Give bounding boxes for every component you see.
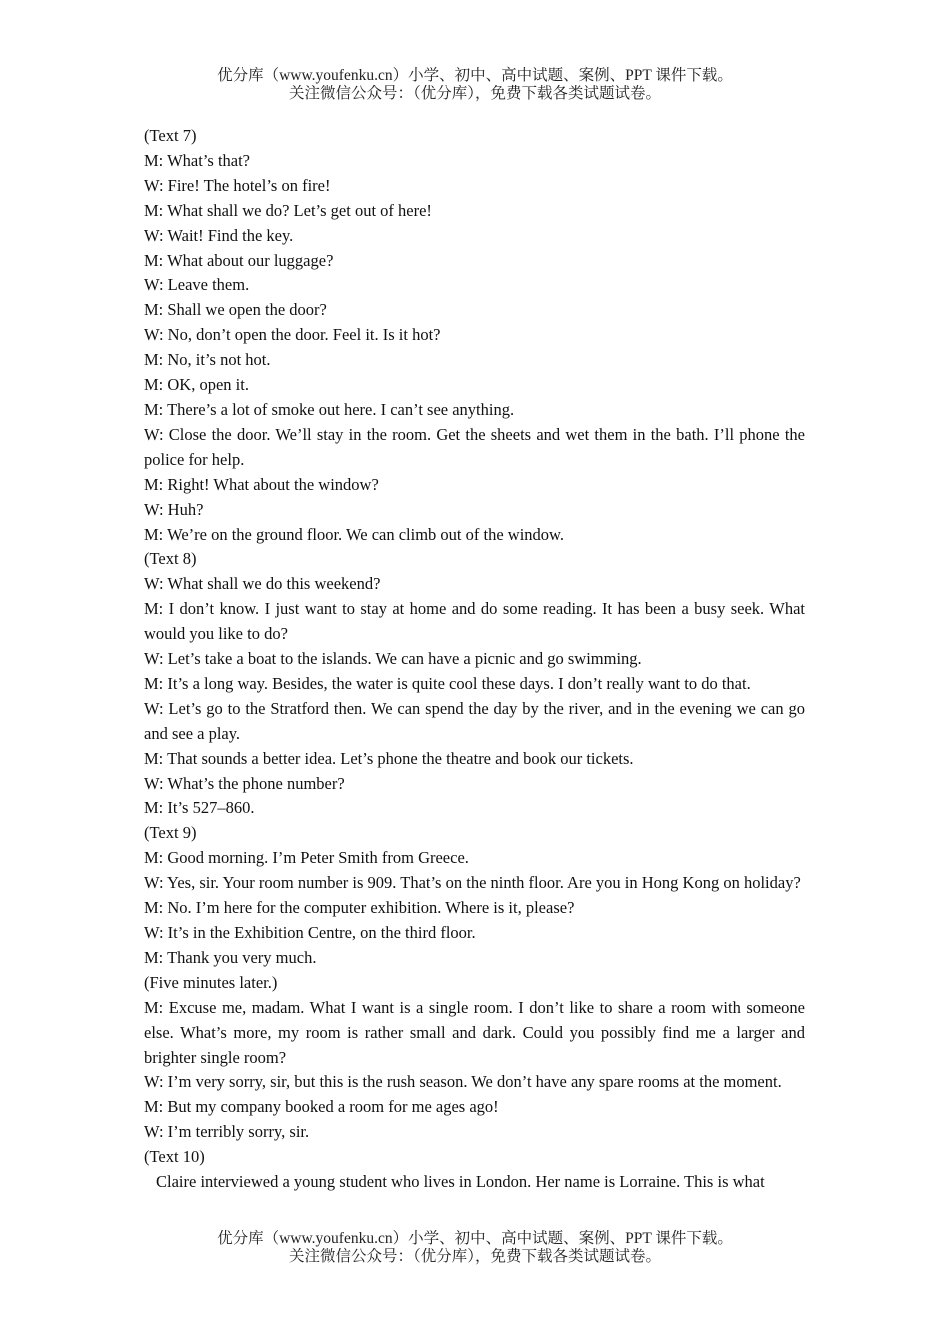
transcript-line: M: No, it’s not hot. bbox=[144, 350, 271, 370]
text10-intro-paragraph: Claire interviewed a young student who lives in London. Her name is Lorraine. This is what bbox=[156, 1172, 765, 1192]
footer-line-2: 关注微信公众号：（优分库），免费下载各类试题试卷。 bbox=[288, 1248, 661, 1265]
transcript-line: M: Good morning. I’m Peter Smith from Greece. bbox=[144, 848, 469, 868]
transcript-line: M: There’s a lot of smoke out here. I can’t see anything. bbox=[144, 399, 515, 419]
transcript-line: M: I don’t know. I just want to stay at home and do some reading. It has been a busy seek. What would you like to do? bbox=[144, 599, 805, 644]
transcript-line: M: It’s 527–860. bbox=[144, 798, 255, 818]
transcript-line: (Text 7) bbox=[144, 126, 197, 145]
header-line-2: 关注微信公众号：（优分库），免费下载各类试题试卷。 bbox=[288, 85, 661, 102]
transcript-line: W: I’m very sorry, sir, but this is the rush season. We don’t have any spare rooms at the moment. bbox=[144, 1072, 782, 1092]
transcript-line: W: What shall we do this weekend? bbox=[144, 574, 381, 594]
transcript-line: (Five minutes later.) bbox=[144, 972, 278, 992]
transcript-line: (Text 8) bbox=[144, 549, 197, 569]
transcript-body bbox=[144, 124, 805, 1195]
page-header bbox=[0, 67, 950, 103]
transcript-line: M: It’s a long way. Besides, the water is quite cool these days. I don’t really want to do that. bbox=[144, 673, 751, 693]
transcript-line: M: Shall we open the door? bbox=[144, 300, 327, 320]
transcript-line: M: What about our luggage? bbox=[144, 250, 334, 270]
transcript-line: M: We’re on the ground floor. We can climb out of the window. bbox=[144, 524, 564, 544]
transcript-line: M: That sounds a better idea. Let’s phone the theatre and book our tickets. bbox=[144, 748, 634, 768]
transcript-line: M: No. I’m here for the computer exhibition. Where is it, please? bbox=[144, 898, 575, 918]
transcript-line: (Text 9) bbox=[144, 823, 197, 843]
transcript-line: W: No, don’t open the door. Feel it. Is it hot? bbox=[144, 325, 441, 345]
transcript-line: W: Let’s go to the Stratford then. We can spend the day by the river, and in the evening we can go and see a play. bbox=[144, 698, 805, 743]
footer-line-1: 优分库（www.youfenku.cn）小学、初中、高中试题、案例、PPT 课件下载。 bbox=[217, 1230, 733, 1247]
transcript-line: W: Fire! The hotel’s on fire! bbox=[144, 175, 331, 195]
transcript-line: M: What shall we do? Let’s get out of here! bbox=[144, 200, 432, 220]
transcript-line: M: Excuse me, madam. What I want is a single room. I don’t like to share a room with someone else. What’s more, my room is rather small and dark. Could you possibly find me a larger and brighter single room? bbox=[144, 997, 805, 1067]
transcript-line: W: What’s the phone number? bbox=[144, 773, 345, 793]
header-line-1: 优分库（www.youfenku.cn）小学、初中、高中试题、案例、PPT 课件下载。 bbox=[217, 67, 733, 84]
page-footer bbox=[0, 1230, 950, 1266]
transcript-line: W: Let’s take a boat to the islands. We can have a picnic and go swimming. bbox=[144, 649, 642, 669]
transcript-line: M: But my company booked a room for me ages ago! bbox=[144, 1097, 499, 1117]
transcript-line: M: Right! What about the window? bbox=[144, 474, 379, 494]
transcript-line: W: Close the door. We’ll stay in the room. Get the sheets and wet them in the bath. I’ll phone the police for help. bbox=[144, 424, 805, 469]
transcript-line: W: Yes, sir. Your room number is 909. That’s on the ninth floor. Are you in Hong Kong on holiday? bbox=[144, 873, 801, 893]
transcript-line: W: Wait! Find the key. bbox=[144, 225, 294, 245]
transcript-line: M: OK, open it. bbox=[144, 375, 249, 395]
transcript-line: M: Thank you very much. bbox=[144, 947, 317, 967]
transcript-line: W: Huh? bbox=[144, 499, 204, 519]
transcript-line: W: Leave them. bbox=[144, 275, 250, 295]
transcript-line: M: What’s that? bbox=[144, 150, 251, 170]
transcript-line: W: I’m terribly sorry, sir. bbox=[144, 1122, 310, 1142]
transcript-line: (Text 10) bbox=[144, 1147, 205, 1167]
transcript-line: W: It’s in the Exhibition Centre, on the third floor. bbox=[144, 923, 476, 942]
